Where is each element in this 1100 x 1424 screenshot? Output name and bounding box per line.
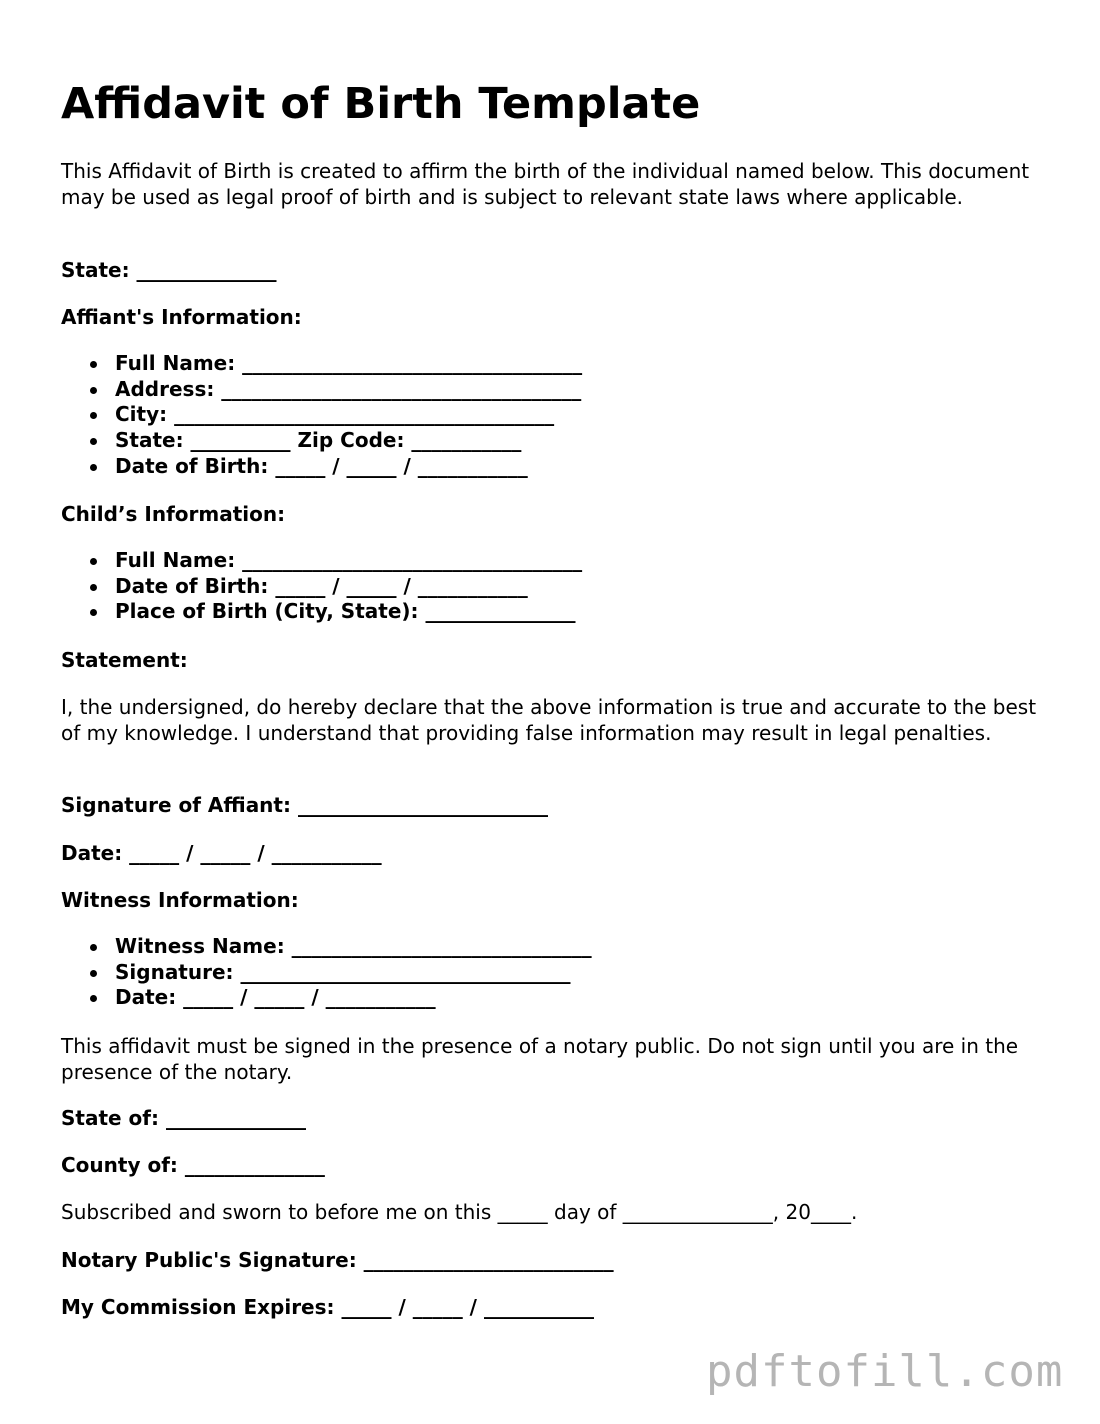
affiant-signature-field[interactable]: Signature of Affiant: _________________________ <box>61 793 548 817</box>
notary-signature-field[interactable]: Notary Public's Signature: _________________________ <box>61 1248 614 1272</box>
statement-heading: Statement: <box>61 648 188 672</box>
child-full-name-field[interactable]: Full Name: __________________________________ <box>61 548 582 574</box>
affiant-state-zip-field[interactable]: State: __________ Zip Code: ___________ <box>61 428 582 454</box>
affiant-address-field[interactable]: Address: ____________________________________ <box>61 377 582 403</box>
child-dob-field[interactable]: Date of Birth: _____ / _____ / ___________ <box>61 574 582 600</box>
affiant-dob-field[interactable]: Date of Birth: _____ / _____ / ___________ <box>61 454 582 480</box>
child-fields <box>61 548 582 625</box>
commission-expires-field[interactable]: My Commission Expires: _____ / _____ / ___________ <box>61 1295 594 1319</box>
notary-note: This affidavit must be signed in the presence of a notary public. Do not sign until you are in the presence of the notary. <box>61 1034 1019 1084</box>
witness-date-field[interactable]: Date: _____ / _____ / ___________ <box>61 985 592 1011</box>
state-field[interactable]: State: ______________ <box>61 258 277 282</box>
date-field[interactable]: Date: _____ / _____ / ___________ <box>61 841 382 865</box>
state-of-field[interactable]: State of: ______________ <box>61 1106 306 1130</box>
witness-fields <box>61 934 592 1011</box>
county-of-field[interactable]: County of: ______________ <box>61 1153 325 1177</box>
witness-signature-field[interactable]: Signature: _________________________________ <box>61 960 592 986</box>
affiant-heading: Affiant's Information: <box>61 305 302 329</box>
sworn-statement[interactable]: Subscribed and sworn to before me on this _____ day of _______________, 20____. <box>61 1200 858 1224</box>
affiant-city-field[interactable]: City: ______________________________________ <box>61 402 582 428</box>
witness-heading: Witness Information: <box>61 888 299 912</box>
document-title: Affidavit of Birth Template <box>61 79 701 129</box>
intro-paragraph: This Affidavit of Birth is created to affirm the birth of the individual named below. This document may be used as legal proof of birth and is subject to relevant state laws where applicable. <box>61 159 1030 209</box>
statement-text: I, the undersigned, do hereby declare that the above information is true and accurate to the best of my knowledge. I understand that providing false information may result in legal penalties. <box>61 695 1037 745</box>
witness-name-field[interactable]: Witness Name: ______________________________ <box>61 934 592 960</box>
child-place-of-birth-field[interactable]: Place of Birth (City, State): _______________ <box>61 599 582 625</box>
child-heading: Child’s Information: <box>61 502 286 526</box>
affiant-full-name-field[interactable]: Full Name: __________________________________ <box>61 351 582 377</box>
affiant-fields <box>61 351 582 480</box>
watermark: pdftofill.com <box>706 1346 1064 1397</box>
